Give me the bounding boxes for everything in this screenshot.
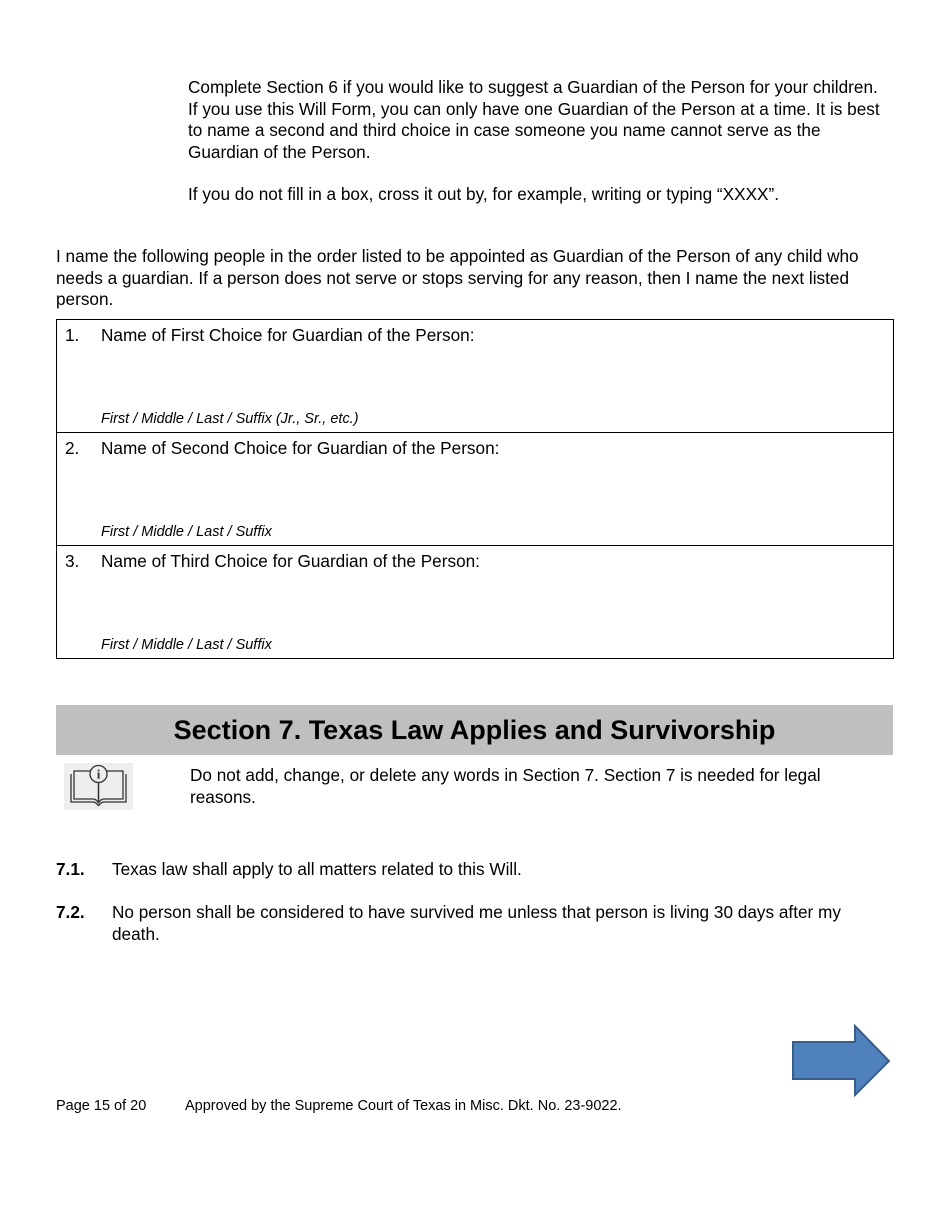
- guardian-label: Name of First Choice for Guardian of the Person:: [101, 325, 475, 345]
- guardian-row-second[interactable]: [57, 433, 893, 546]
- clause-number: 7.1.: [56, 859, 85, 879]
- section-7-note: Do not add, change, or delete any words in Section 7. Section 7 is needed for legal reasons.: [190, 765, 821, 807]
- section-7-heading: Section 7. Texas Law Applies and Survivorship: [56, 705, 893, 755]
- clause-number: 7.2.: [56, 902, 85, 922]
- guardian-intro-text: I name the following people in the order listed to be appointed as Guardian of the Person of any child who needs a guardian. If a person does not serve or stops serving for any reason, then I name the next listed person.: [56, 246, 859, 309]
- guardian-number: 3.: [65, 551, 80, 571]
- guardian-name-hint: First / Middle / Last / Suffix: [101, 637, 272, 653]
- guardian-number: 1.: [65, 325, 80, 345]
- guardian-name-hint: First / Middle / Last / Suffix: [101, 524, 272, 540]
- guardian-name-hint: First / Middle / Last / Suffix (Jr., Sr., etc.): [101, 411, 359, 427]
- svg-text:i: i: [96, 766, 101, 782]
- guardian-label: Name of Second Choice for Guardian of the Person:: [101, 438, 500, 458]
- guardian-row-first[interactable]: [57, 320, 893, 433]
- approval-notice: Approved by the Supreme Court of Texas in Misc. Dkt. No. 23-9022.: [185, 1098, 622, 1114]
- guardian-label: Name of Third Choice for Guardian of the Person:: [101, 551, 480, 571]
- info-book-icon: [64, 763, 133, 810]
- instruction-cross-out-note: If you do not fill in a box, cross it out by, for example, writing or typing “XXXX”.: [188, 184, 779, 204]
- guardian-number: 2.: [65, 438, 80, 458]
- clause-text: Texas law shall apply to all matters related to this Will.: [112, 859, 522, 879]
- guardian-row-third[interactable]: [57, 546, 893, 658]
- guardian-table: [56, 319, 894, 659]
- instruction-paragraph: Complete Section 6 if you would like to suggest a Guardian of the Person for your children. If you use this Will Form, you can only have one Guardian of the Person at a time. It is best to name a second and third choice in case someone you name cannot serve as the Guardian of the Person.: [188, 77, 880, 162]
- clause-text: No person shall be considered to have survived me unless that person is living 30 days after my death.: [112, 902, 841, 944]
- next-arrow-icon[interactable]: [790, 1024, 892, 1098]
- page-number: Page 15 of 20: [56, 1098, 147, 1114]
